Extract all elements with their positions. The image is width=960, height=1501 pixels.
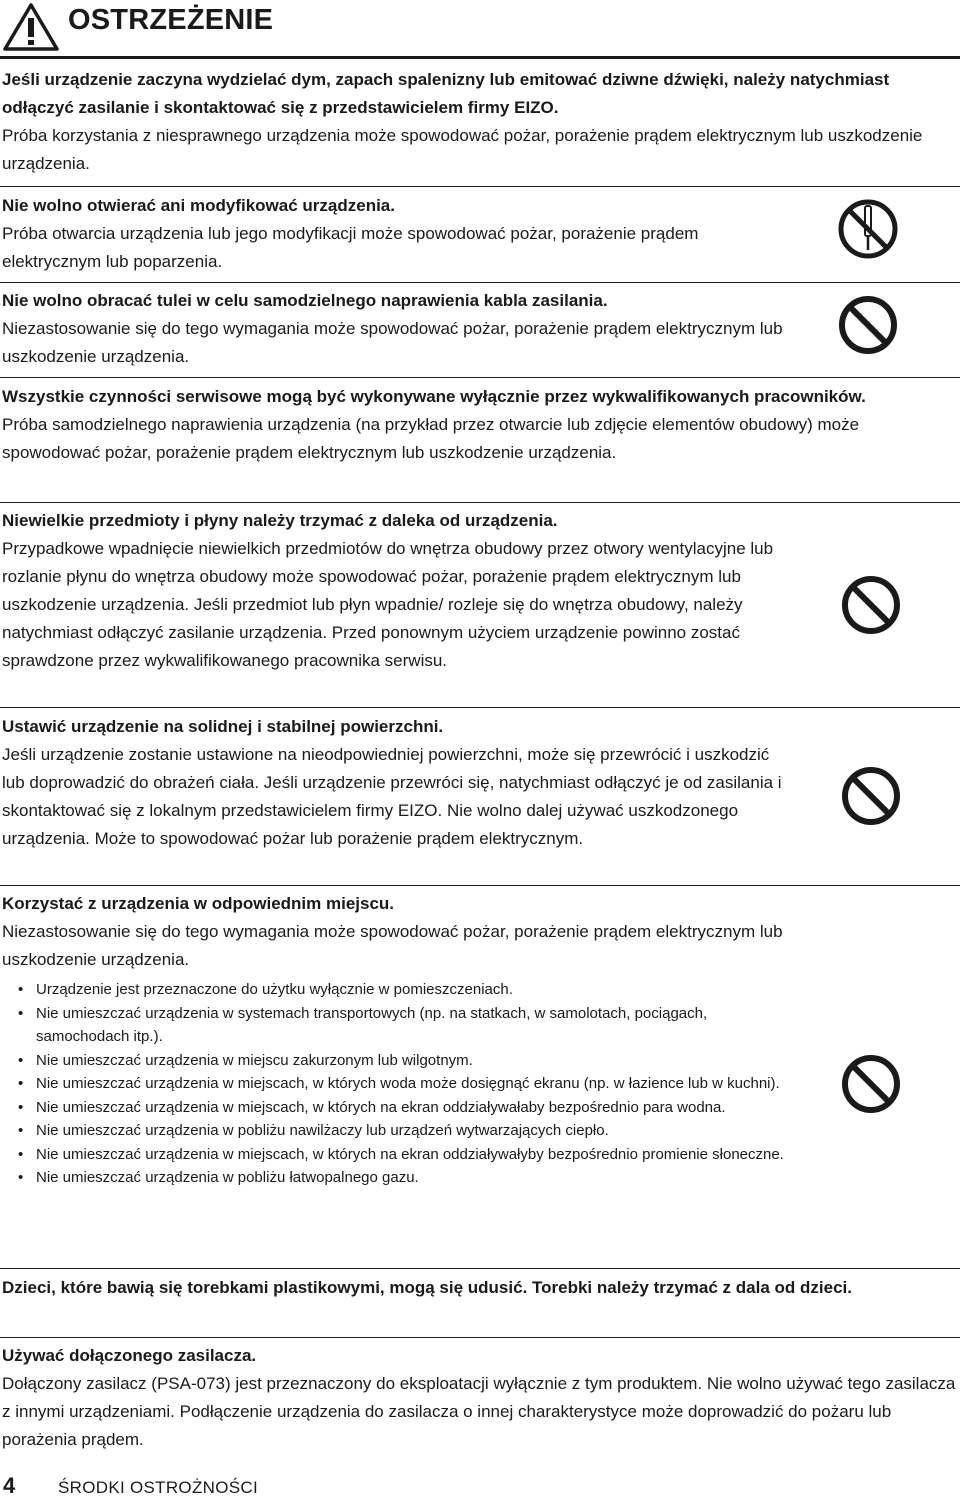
- section-divider: [0, 707, 960, 708]
- warning-stable-surface: [2, 713, 957, 853]
- warning-no-modify: [2, 192, 957, 276]
- warning-triangle-icon: [2, 2, 60, 52]
- section-divider: [0, 186, 960, 187]
- warning-small-objects: [2, 507, 957, 675]
- prohibited-icon: [840, 765, 902, 827]
- list-item: • Urządzenie jest przeznaczone do użytku wyłącznie w pomieszczeniach.: [2, 978, 796, 1002]
- section-title: Używać dołączonego zasilacza.: [2, 1346, 257, 1365]
- header-divider: [0, 56, 960, 59]
- page-header: [0, 0, 960, 56]
- location-bullet-list: [2, 978, 957, 1190]
- warning-smoke: [2, 66, 957, 178]
- page-number: 4: [3, 1473, 16, 1498]
- section-divider: [0, 1268, 960, 1269]
- warning-plastic-bags: [2, 1274, 957, 1302]
- section-title: Nie wolno otwierać ani modyfikować urządzenia.: [2, 196, 395, 215]
- section-title: Jeśli urządzenie zaczyna wydzielać dym, zapach spalenizny lub emitować dziwne dźwięki, należy natychmiast odłączyć zasilanie i skontaktować się z przedstawicielem firmy EIZO.: [2, 70, 890, 117]
- list-item: • Nie umieszczać urządzenia w miejscach, w których woda może dosięgnąć ekranu (np. w łazience lub w kuchni).: [2, 1072, 796, 1096]
- list-item: • Nie umieszczać urządzenia w pobliżu łatwopalnego gazu.: [2, 1166, 796, 1190]
- section-title: Niewielkie przedmioty i płyny należy trzymać z daleka od urządzenia.: [2, 511, 558, 530]
- section-body: Próba samodzielnego naprawienia urządzenia (na przykład przez otwarcie lub zdjęcie elementów obudowy) może spowodować pożar, porażenie prądem elektrycznym lub uszkodzenie urządzenia.: [2, 415, 860, 462]
- section-divider: [0, 1337, 960, 1338]
- section-divider: [0, 282, 960, 283]
- prohibited-icon: [840, 1053, 902, 1115]
- section-title: Wszystkie czynności serwisowe mogą być wykonywane wyłącznie przez wykwalifikowanych pracowników.: [2, 387, 866, 406]
- list-item: • Nie umieszczać urządzenia w miejscach, w których na ekran oddziaływałaby bezpośrednio para wodna.: [2, 1096, 796, 1120]
- section-divider: [0, 885, 960, 886]
- warning-power-adapter: [2, 1342, 957, 1454]
- list-item: • Nie umieszczać urządzenia w pobliżu nawilżaczy lub urządzeń wytwarzających ciepło.: [2, 1119, 796, 1143]
- warning-location: [2, 890, 957, 1190]
- prohibited-icon: [840, 574, 902, 636]
- footer-section-label: ŚRODKI OSTROŻNOŚCI: [58, 1478, 258, 1497]
- section-divider: [0, 502, 960, 503]
- section-body: Próba otwarcia urządzenia lub jego modyfikacji może spowodować pożar, porażenie prądem elektrycznym lub poparzenia.: [2, 224, 699, 271]
- section-body: Próba korzystania z niesprawnego urządzenia może spowodować pożar, porażenie prądem elektrycznym lub uszkodzenie urządzenia.: [2, 126, 923, 173]
- warning-power-cable: [2, 287, 957, 371]
- section-divider: [0, 377, 960, 378]
- section-body: Jeśli urządzenie zostanie ustawione na nieodpowiedniej powierzchni, może się przewrócić i uszkodzić lub doprowadzić do obrażeń ciała. Jeśli urządzenie przewróci się, natychmiast odłączyć je od zasilania i skontaktować się z lokalnym przedstawicielem firmy EIZO. Nie wolno dalej używać uszkodzonego urządzenia. Może to spowodować pożar lub porażenie prądem elektrycznym.: [2, 745, 782, 848]
- list-item: • Nie umieszczać urządzenia w miejscu zakurzonym lub wilgotnym.: [2, 1049, 796, 1073]
- section-title: Nie wolno obracać tulei w celu samodzielnego naprawienia kabla zasilania.: [2, 291, 608, 310]
- section-body: Niezastosowanie się do tego wymagania może spowodować pożar, porażenie prądem elektrycznym lub uszkodzenie urządzenia.: [2, 922, 783, 969]
- section-title: Dzieci, które bawią się torebkami plastikowymi, mogą się udusić. Torebki należy trzymać z dala od dzieci.: [2, 1278, 852, 1297]
- section-title: Korzystać z urządzenia w odpowiednim miejscu.: [2, 894, 395, 913]
- list-item: • Nie umieszczać urządzenia w systemach transportowych (np. na statkach, w samolotach, pociągach, samochodach itp.).: [2, 1002, 796, 1049]
- section-body: Przypadkowe wpadnięcie niewielkich przedmiotów do wnętrza obudowy przez otwory wentylacyjne lub rozlanie płynu do wnętrza obudowy może spowodować pożar, porażenie prądem elektrycznym lub uszkodzenie urządzenia. Jeśli przedmiot lub płyn wpadnie/ rozleje się do wnętrza obudowy, należy natychmiast odłączyć zasilanie urządzenia. Przed ponownym użyciem urządzenie powinno zostać sprawdzone przez wykwalifikowanego pracownika serwisu.: [2, 539, 774, 670]
- warning-service: [2, 383, 957, 467]
- page-title: OSTRZEŻENIE: [68, 4, 274, 36]
- list-item: • Nie umieszczać urządzenia w miejscach, w których na ekran oddziaływałyby bezpośrednio promienie słoneczne.: [2, 1143, 796, 1167]
- section-title: Ustawić urządzenie na solidnej i stabilnej powierzchni.: [2, 717, 444, 736]
- section-body: Niezastosowanie się do tego wymagania może spowodować pożar, porażenie prądem elektrycznym lub uszkodzenie urządzenia.: [2, 319, 783, 366]
- prohibited-icon: [837, 294, 899, 356]
- no-disassembly-icon: [837, 198, 899, 260]
- section-body: Dołączony zasilacz (PSA-073) jest przeznaczony do eksploatacji wyłącznie z tym produktem. Nie wolno używać tego zasilacza z innymi urządzeniami. Podłączenie urządzenia do zasilacza o innej charakterystyce może doprowadzić do pożaru lub porażenia prądem.: [2, 1374, 956, 1449]
